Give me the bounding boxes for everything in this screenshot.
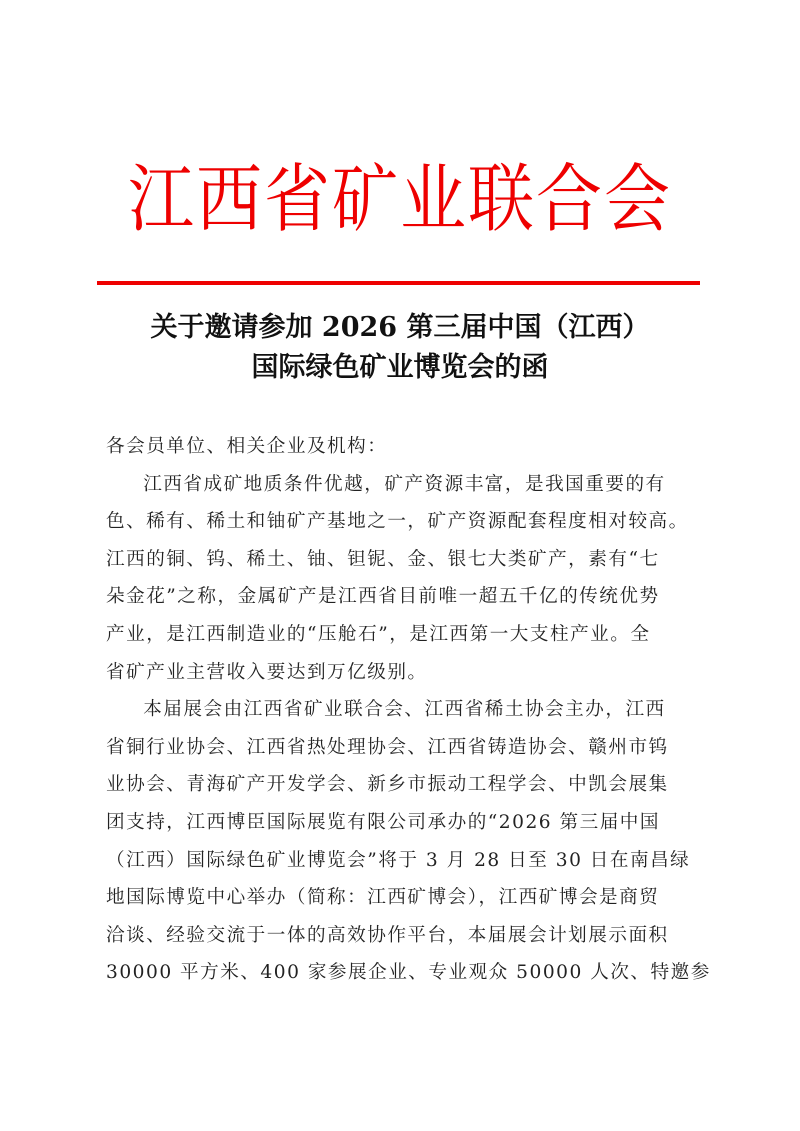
paragraph-line: 洽谈、经验交流于一体的高效协作平台，本届展会计划展示面积 (106, 924, 669, 946)
paragraph-line: 朵金花”之称，金属矿产是江西省目前唯一超五千亿的传统优势 (106, 586, 660, 608)
paragraph-line: 团支持，江西博臣国际展览有限公司承办的“2026 第三届中国 (106, 811, 660, 833)
document-title (0, 308, 800, 388)
paragraph-line: 业协会、青海矿产开发学会、新乡市振动工程学会、中凯会展集 (106, 774, 669, 796)
paragraph-line: 省矿产业主营收入要达到万亿级别。 (106, 661, 428, 683)
document-title-line-1: 关于邀请参加 2026 第三届中国（江西） (150, 312, 650, 343)
paragraph-line: 产业，是江西制造业的“压舱石”，是江西第一大支柱产业。全 (106, 623, 651, 645)
document-title-line-2: 国际绿色矿业博览会的函 (251, 352, 549, 383)
paragraph-1 (106, 466, 706, 692)
paragraph-line: 30000 平方米、400 家参展企业、专业观众 50000 人次、特邀参 (106, 962, 711, 984)
salutation: 各会员单位、相关企业及机构： (106, 436, 388, 457)
paragraph-line: 色、稀有、稀土和铀矿产基地之一，矿产资源配套程度相对较高。 (106, 511, 689, 533)
paragraph-line: 省铜行业协会、江西省热处理协会、江西省铸造协会、赣州市钨 (106, 736, 669, 758)
document-body (106, 428, 711, 992)
paragraph-line: 江西的铜、钨、稀土、铀、钽铌、金、银七大类矿产，素有“七 (106, 548, 660, 570)
paragraph-line: （江西）国际绿色矿业博览会”将于 3 月 28 日至 30 日在南昌绿 (106, 849, 691, 871)
paragraph-2 (106, 691, 711, 992)
letterhead-red-rule (97, 281, 700, 285)
paragraph-line: 本届展会由江西省矿业联合会、江西省稀土协会主办，江西 (143, 699, 666, 721)
letterhead-organization: 江西省矿业联合会 (128, 156, 672, 243)
paragraph-line: 地国际博览中心举办（简称：江西矿博会），江西矿博会是商贸 (106, 887, 660, 909)
paragraph-line: 江西省成矿地质条件优越，矿产资源丰富，是我国重要的有 (143, 473, 666, 495)
